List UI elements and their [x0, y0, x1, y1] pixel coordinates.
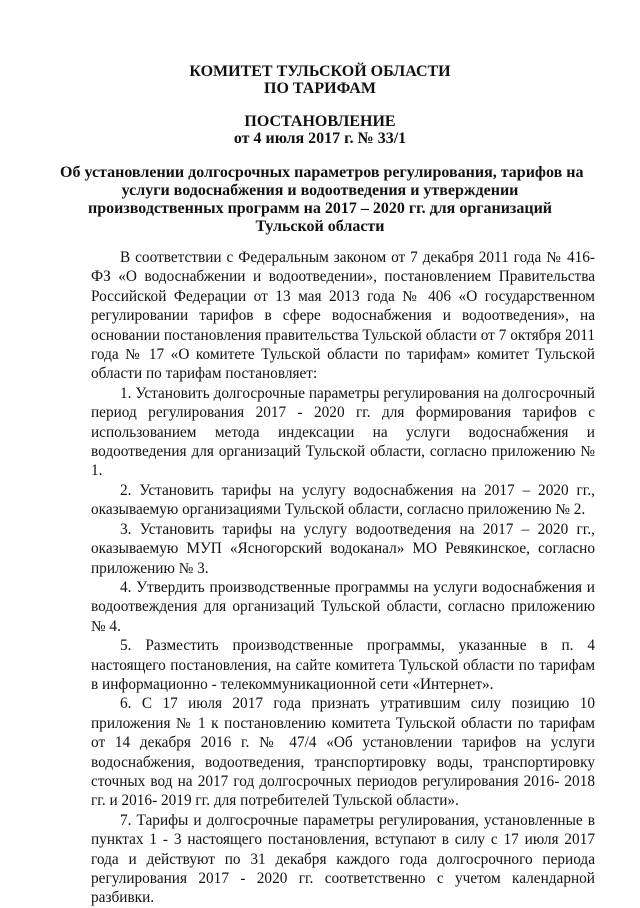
committee-name-line2: ПО ТАРИФАМ	[264, 80, 376, 97]
document-title-line2: услуги водоснабжения и водоотведения и утверждении	[121, 182, 519, 199]
clause-7: 7. Тарифы и долгосрочные параметры регулирования, установленные в пунктах 1 - 3 настоящего постановления, вступают в силу с 17 июля 2017 года и действуют по 31 декабря каждого года долгосрочного периода регулирования 2017 - 2020 гг. соответственно с учетом календарной разбивки.	[91, 811, 595, 907]
preamble-paragraph: В соответствии с Федеральным законом от 7 декабря 2011 года № 416-ФЗ «О водоснабжении и водоотведении», постановлением Правительства Российской Федерации от 13 мая 2013 года № 406 «О государственном регулировании тарифов в сфере водоснабжения и водоотведения», на основании постановления правительства Тульской области от 7 октября 2011 года № 17 «О комитете Тульской области по тарифам» комитет Тульской области по тарифам постановляет:	[91, 249, 595, 383]
clause-5: 5. Разместить производственные программы, указанные в п. 4 настоящего постановления, на сайте комитета Тульской области по тарифам в информационно - телекоммуникационной сети «Интернет».	[91, 637, 595, 693]
clause-6: 6. С 17 июля 2017 года признать утратившим силу позицию 10 приложения № 1 к постановлению комитета Тульской области по тарифам от 14 декабря 2016 г. № 47/4 «Об установлении тарифов на услуги водоснабжения, водоотведения, транспортировку воды, транспортировку сточных вод на 2017 год долгосрочных периодов регулирования 2016- 2018 гг. и 2016- 2019 гг. для потребителей Тульской области».	[91, 695, 595, 810]
document-body	[91, 248, 595, 908]
clause-2: 2. Установить тарифы на услугу водоснабжения на 2017 – 2020 гг., оказываемую организациями Тульской области, согласно приложению № 2.	[91, 481, 595, 519]
document-title-line1: Об установлении долгосрочных параметров регулирования, тарифов на	[60, 164, 584, 181]
clause-3: 3. Установить тарифы на услугу водоотведения на 2017 – 2020 гг., оказываемую МУП «Ясногорский водоканал» МО Ревякинское, согласно приложению № 3.	[91, 520, 595, 577]
document-title-line4: Тульской области	[255, 218, 385, 235]
document-date-number: от 4 июля 2017 г. № 33/1	[233, 130, 407, 147]
committee-name-line1: КОМИТЕТ ТУЛЬСКОЙ ОБЛАСТИ	[189, 63, 451, 80]
document-type: ПОСТАНОВЛЕНИЕ	[244, 113, 396, 130]
clause-1: 1. Установить долгосрочные параметры регулирования на долгосрочный период регулирования 2017 - 2020 гг. для формирования тарифов с использованием метода индексации на услуги водоснабжения и водоотведения для организаций Тульской области, согласно приложению № 1.	[91, 384, 595, 480]
document-title-line3: производственных программ на 2017 – 2020 гг. для организаций	[88, 200, 552, 217]
clause-4: 4. Утвердить производственные программы на услуги водоснабжения и водоотвеждения для организаций Тульской области, согласно приложению № 4.	[91, 578, 595, 635]
